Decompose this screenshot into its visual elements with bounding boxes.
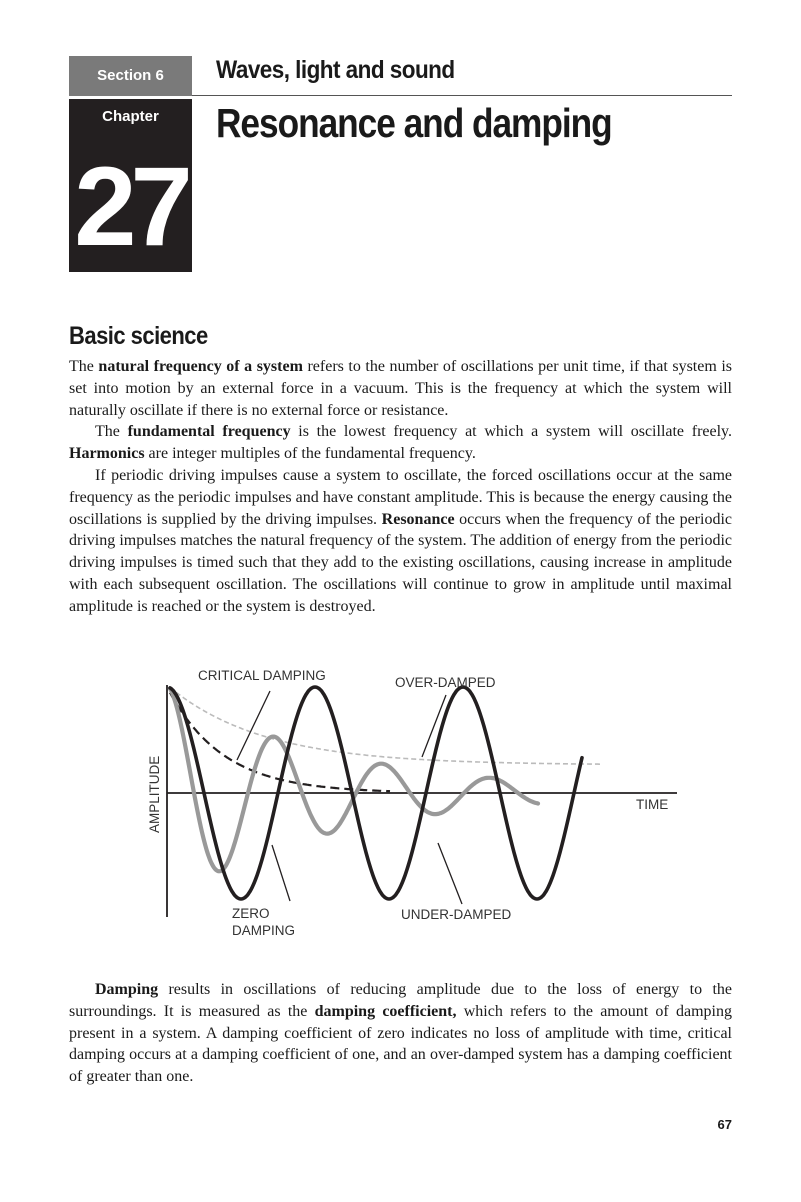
- text-run: occurs when the frequency of the periodic driving impulses matches the natural frequency of the system. The addition of energy from the periodic driving impulses is timed such that they add to the existing oscillations, causing increase in amplitude with each subsequent oscillation. The oscillations will continue to grow in amplitude until maximal amplitude is reached or the system is destroyed.: [69, 510, 732, 615]
- intro-text: [69, 356, 732, 618]
- header-divider: [192, 95, 732, 96]
- text-run: The: [69, 358, 99, 375]
- zero-leader: [272, 845, 290, 901]
- over-damped-label: OVER-DAMPED: [395, 675, 496, 690]
- text-run: If periodic driving impulses cause a system to oscillate, the forced oscillations occur at the same frequency as the periodic impulses and have constant amplitude. This is because the energy causing the oscillations is supplied by the driving impulses.: [69, 466, 732, 528]
- critical-leader: [237, 691, 270, 760]
- critical-damping-label: CRITICAL DAMPING: [198, 668, 326, 683]
- text-run: refers to the number of oscillations per unit time, if that system is set into motion by an external force in a vacuum. This is the frequency at which the system will naturally oscillate if there is no external force or resistance.: [69, 358, 733, 419]
- term-natural-frequency: natural frequency of a system: [98, 358, 303, 375]
- under-damped-curve: [170, 689, 538, 872]
- over-damped-curve: [170, 688, 602, 765]
- paragraph-resonance: [69, 465, 732, 618]
- zero-damping-label-line1: ZERO: [232, 906, 270, 921]
- under-leader: [438, 843, 462, 904]
- under-damped-label: UNDER-DAMPED: [401, 907, 512, 922]
- time-label: TIME: [636, 797, 669, 812]
- text-run: which refers to the amount of damping present in a system. A damping coefficient of zero indicates no loss of amplitude with time, critical damping occurs at a damping coefficient of one, and an over-damped system has a damping coefficient of greater than one.: [69, 1002, 732, 1086]
- text-run: is the lowest frequency at which a system will oscillate freely.: [290, 423, 733, 441]
- chapter-title: Resonance and damping: [216, 100, 612, 146]
- text-run: results in oscillations of reducing amplitude due to the loss of energy to the surroundings. It is measured as the: [69, 981, 732, 1020]
- section-heading: Basic science: [69, 322, 208, 350]
- text-run: The: [95, 423, 128, 441]
- section-tab: Section 6: [69, 56, 192, 96]
- section-title: Waves, light and sound: [216, 56, 455, 84]
- paragraph-natural-frequency: [69, 356, 732, 421]
- text-run: are integer multiples of the fundamental frequency.: [144, 445, 476, 463]
- page-number: 67: [717, 1117, 732, 1132]
- zero-damping-label-line2: DAMPING: [232, 923, 296, 938]
- chapter-box: [69, 99, 192, 272]
- paragraph-fundamental-frequency: [69, 421, 732, 465]
- term-damping-coefficient: damping coefficient,: [314, 1002, 457, 1020]
- term-fundamental-frequency: fundamental frequency: [127, 423, 291, 441]
- term-resonance: Resonance: [381, 510, 455, 528]
- damping-figure: [140, 655, 700, 945]
- amplitude-label: AMPLITUDE: [147, 755, 162, 833]
- damping-text: [69, 979, 732, 1088]
- chapter-number: 27: [74, 144, 187, 269]
- term-damping: Damping: [95, 981, 159, 998]
- paragraph-damping: [69, 979, 732, 1088]
- chapter-label: Chapter: [102, 108, 159, 125]
- term-harmonics: Harmonics: [69, 445, 145, 463]
